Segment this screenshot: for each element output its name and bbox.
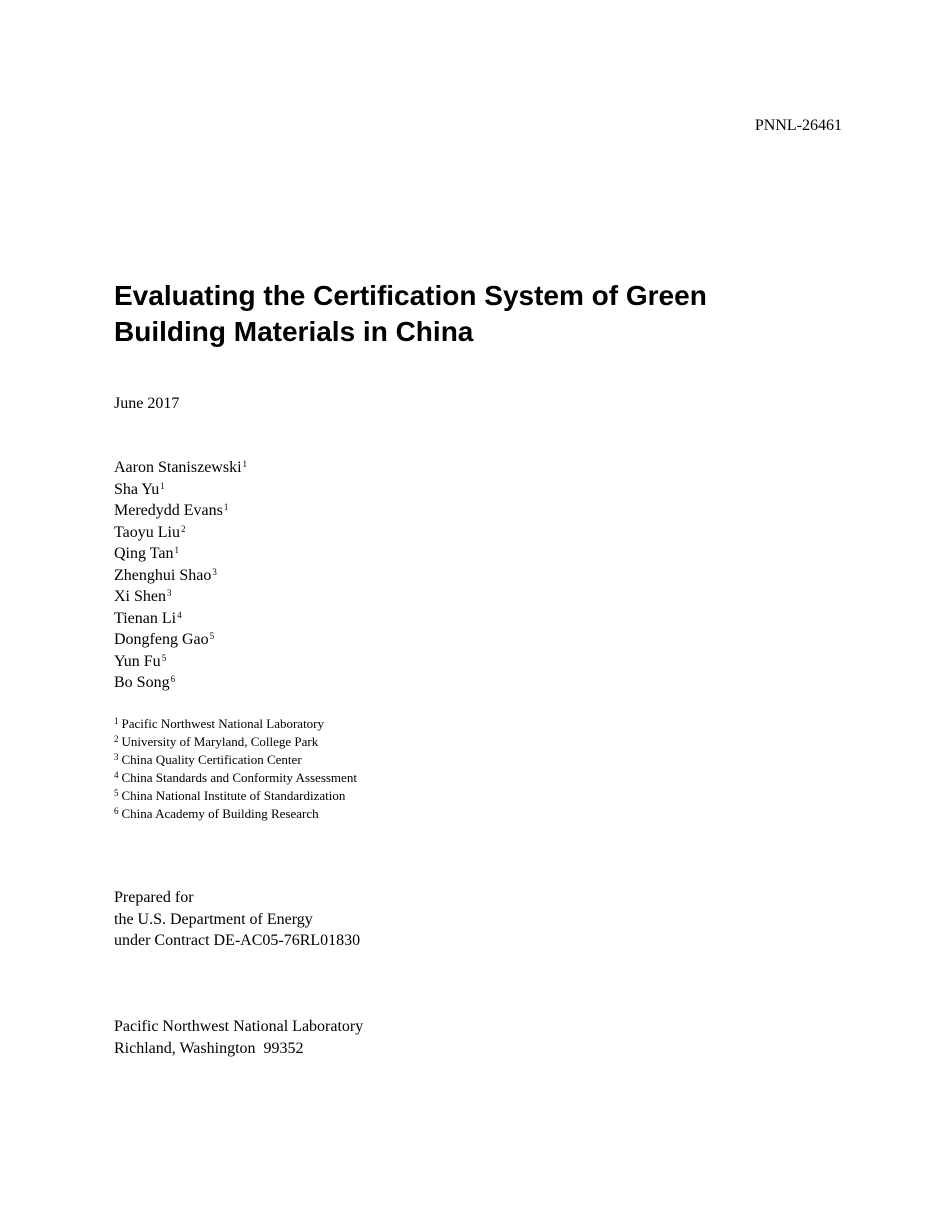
affiliation-number: 3 (114, 752, 119, 762)
author-affiliation-marker: 2 (180, 523, 186, 534)
author-item (114, 629, 247, 651)
author-name: Qing Tan (114, 545, 174, 562)
author-name: Yun Fu (114, 652, 161, 670)
author-name: Sha Yu (114, 480, 160, 498)
author-name: Dongfeng Gao (114, 631, 209, 648)
author-item (114, 586, 247, 608)
affiliation-name: China Quality Certification Center (121, 752, 302, 767)
author-affiliation-marker: 5 (209, 631, 215, 641)
affiliation-name: Pacific Northwest National Laboratory (121, 716, 325, 731)
title-line-1: Evaluating the Certification System of Green (114, 280, 707, 311)
prepared-for-block (114, 887, 360, 952)
laboratory-address: Richland, Washington 99352 (114, 1039, 304, 1057)
author-item (114, 479, 247, 501)
author-item (114, 500, 247, 522)
affiliation-number: 2 (114, 734, 119, 744)
author-name: Aaron Staniszewski (114, 459, 242, 476)
report-number: PNNL-26461 (754, 117, 842, 134)
affiliation-number: 6 (114, 806, 119, 816)
laboratory-name: Pacific Northwest National Laboratory (114, 1018, 364, 1035)
author-item (114, 457, 247, 479)
author-name: Meredydd Evans (114, 502, 223, 519)
laboratory-block (114, 1016, 363, 1059)
author-item (114, 672, 247, 694)
author-name: Xi Shen (114, 588, 166, 605)
prepared-for-line: Prepared for (114, 889, 194, 906)
author-affiliation-marker: 6 (170, 674, 176, 684)
affiliation-name: China Standards and Conformity Assessment (121, 770, 357, 785)
affiliation-number: 4 (114, 770, 119, 780)
author-item (114, 565, 247, 587)
author-affiliation-marker: 1 (160, 480, 165, 491)
affiliation-item (114, 769, 357, 787)
publication-date: June 2017 (114, 395, 180, 412)
author-name: Zhenghui Shao (114, 566, 212, 584)
author-name: Bo Song (114, 674, 170, 691)
author-affiliation-marker: 1 (223, 502, 229, 512)
author-affiliation-marker: 1 (174, 545, 179, 555)
author-affiliation-marker: 3 (212, 566, 217, 577)
affiliation-list (114, 715, 357, 823)
author-affiliation-marker: 5 (161, 652, 167, 663)
document-title (114, 278, 874, 350)
affiliation-item (114, 715, 357, 733)
author-affiliation-marker: 4 (177, 609, 182, 620)
sponsor-line: the U.S. Department of Energy (114, 910, 313, 928)
author-affiliation-marker: 3 (167, 588, 172, 598)
author-affiliation-marker: 1 (242, 459, 248, 469)
affiliation-item (114, 733, 357, 751)
affiliation-name: China National Institute of Standardization (121, 788, 346, 803)
author-name: Taoyu Liu (114, 523, 180, 541)
author-list (114, 457, 247, 694)
contract-line: under Contract DE-AC05-76RL01830 (114, 932, 361, 949)
title-line-2: Building Materials in China (114, 316, 474, 347)
author-item (114, 608, 247, 630)
author-item (114, 522, 247, 544)
author-name: Tienan Li (114, 609, 177, 627)
affiliation-name: University of Maryland, College Park (121, 734, 319, 749)
affiliation-number: 5 (114, 788, 119, 798)
author-item (114, 543, 247, 565)
affiliation-name: China Academy of Building Research (121, 806, 319, 821)
affiliation-number: 1 (114, 716, 119, 726)
affiliation-item (114, 805, 357, 823)
author-item (114, 651, 247, 673)
affiliation-item (114, 787, 357, 805)
affiliation-item (114, 751, 357, 769)
